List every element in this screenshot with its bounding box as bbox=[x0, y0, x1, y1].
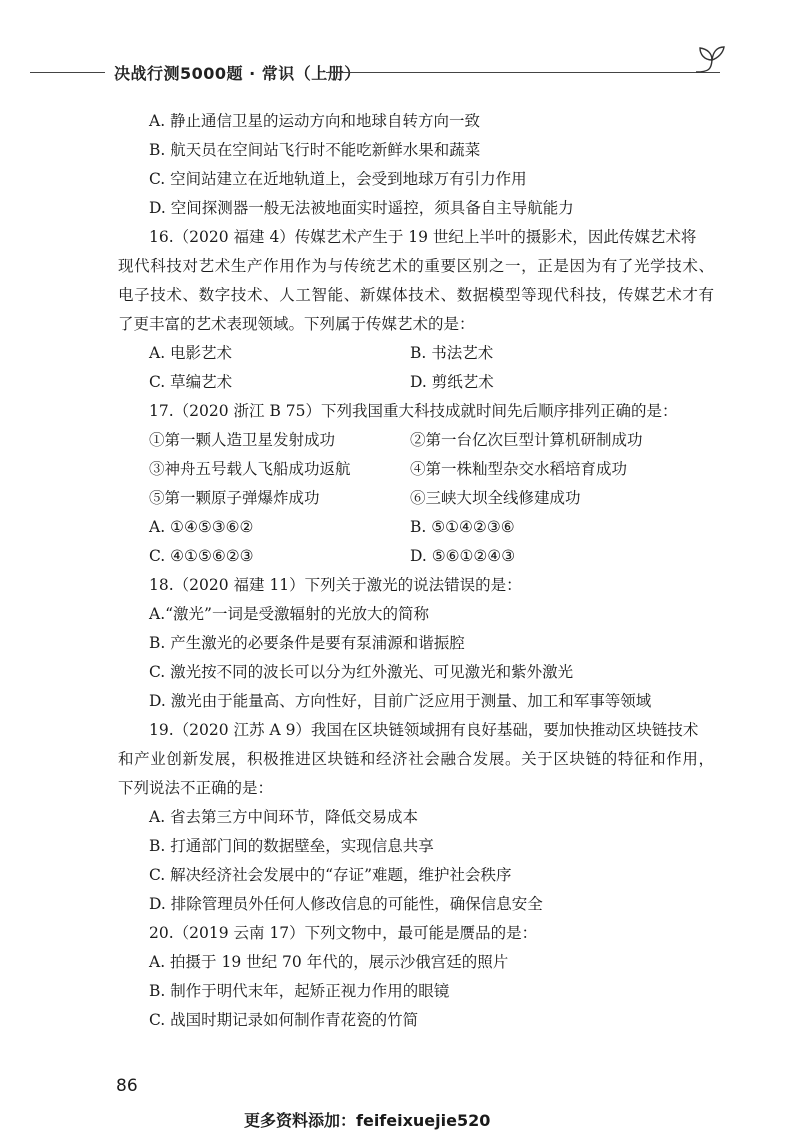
question-16-stem: 现代科技对艺术生产作用作为与传统艺术的重要区别之一，正是因为有了光学技术、 bbox=[118, 257, 714, 275]
option-line: D. 空间探测器一般无法被地面实时遥控，须具备自主导航能力 bbox=[149, 199, 574, 217]
option-line: C. 战国时期记录如何制作青花瓷的竹简 bbox=[149, 1011, 419, 1029]
question-18-stem: 18.（2020 福建 11）下列关于激光的说法错误的是： bbox=[149, 576, 522, 594]
question-16-stem: 电子技术、数字技术、人工智能、新媒体技术、数据模型等现代科技，传媒艺术才有 bbox=[118, 286, 714, 304]
footer-note: 更多资料添加：feifeixuejie520 bbox=[244, 1111, 491, 1130]
page-number: 86 bbox=[116, 1076, 138, 1096]
event-item: ①第一颗人造卫星发射成功 bbox=[149, 431, 336, 449]
question-19-stem: 下列说法不正确的是： bbox=[118, 779, 274, 797]
option-line: B. 产生激光的必要条件是要有泵浦源和谐振腔 bbox=[149, 634, 465, 652]
question-16-stem: 了更丰富的艺术表现领域。下列属于传媒艺术的是： bbox=[118, 315, 475, 333]
option-line: C. 解决经济社会发展中的“存证”难题，维护社会秩序 bbox=[149, 866, 512, 884]
header-rule-right bbox=[326, 72, 720, 73]
option-a: A. 电影艺术 bbox=[149, 344, 233, 362]
option-line: C. 空间站建立在近地轨道上，会受到地球万有引力作用 bbox=[149, 170, 527, 188]
option-b: B. ⑤①④②③⑥ bbox=[410, 518, 515, 536]
event-item: ③神舟五号载人飞船成功返航 bbox=[149, 460, 351, 478]
option-line: D. 激光由于能量高、方向性好，目前广泛应用于测量、加工和军事等领域 bbox=[149, 692, 652, 710]
question-19-stem: 和产业创新发展，积极推进区块链和经济社会融合发展。关于区块链的特征和作用， bbox=[118, 750, 714, 768]
option-line: A. 省去第三方中间环节，降低交易成本 bbox=[149, 808, 419, 826]
book-title: 决战行测5000题 · 常识（上册） bbox=[114, 64, 361, 83]
option-line: B. 航天员在空间站飞行时不能吃新鲜水果和蔬菜 bbox=[149, 141, 481, 159]
question-17-stem: 17.（2020 浙江 B 75）下列我国重大科技成就时间先后顺序排列正确的是： bbox=[149, 402, 678, 420]
option-a: A. ①④⑤③⑥② bbox=[149, 518, 254, 536]
running-header bbox=[30, 58, 730, 88]
option-d: D. 剪纸艺术 bbox=[410, 373, 494, 391]
question-19-stem: 19.（2020 江苏 A 9）我国在区块链领域拥有良好基础，要加快推动区块链技术 bbox=[149, 721, 699, 739]
option-line: A.“激光”一词是受激辐射的光放大的简称 bbox=[149, 605, 429, 623]
header-rule-left bbox=[30, 72, 105, 73]
question-20-stem: 20.（2019 云南 17）下列文物中，最可能是赝品的是： bbox=[149, 924, 538, 942]
option-line: B. 打通部门间的数据壁垒，实现信息共享 bbox=[149, 837, 434, 855]
event-item: ②第一台亿次巨型计算机研制成功 bbox=[410, 431, 643, 449]
question-16-stem: 16.（2020 福建 4）传媒艺术产生于 19 世纪上半叶的摄影术，因此传媒艺术将 bbox=[149, 228, 697, 246]
option-line: D. 排除管理员外任何人修改信息的可能性，确保信息安全 bbox=[149, 895, 543, 913]
sprout-icon bbox=[690, 44, 730, 84]
option-line: A. 静止通信卫星的运动方向和地球自转方向一致 bbox=[149, 112, 481, 130]
option-c: C. ④①⑤⑥②③ bbox=[149, 547, 254, 565]
option-line: A. 拍摄于 19 世纪 70 年代的，展示沙俄宫廷的照片 bbox=[149, 953, 509, 971]
event-item: ④第一株籼型杂交水稻培育成功 bbox=[410, 460, 628, 478]
event-item: ⑤第一颗原子弹爆炸成功 bbox=[149, 489, 320, 507]
option-line: C. 激光按不同的波长可以分为红外激光、可见激光和紫外激光 bbox=[149, 663, 574, 681]
option-c: C. 草编艺术 bbox=[149, 373, 233, 391]
option-b: B. 书法艺术 bbox=[410, 344, 494, 362]
option-line: B. 制作于明代末年，起矫正视力作用的眼镜 bbox=[149, 982, 450, 1000]
event-item: ⑥三峡大坝全线修建成功 bbox=[410, 489, 581, 507]
option-d: D. ⑤⑥①②④③ bbox=[410, 547, 516, 565]
